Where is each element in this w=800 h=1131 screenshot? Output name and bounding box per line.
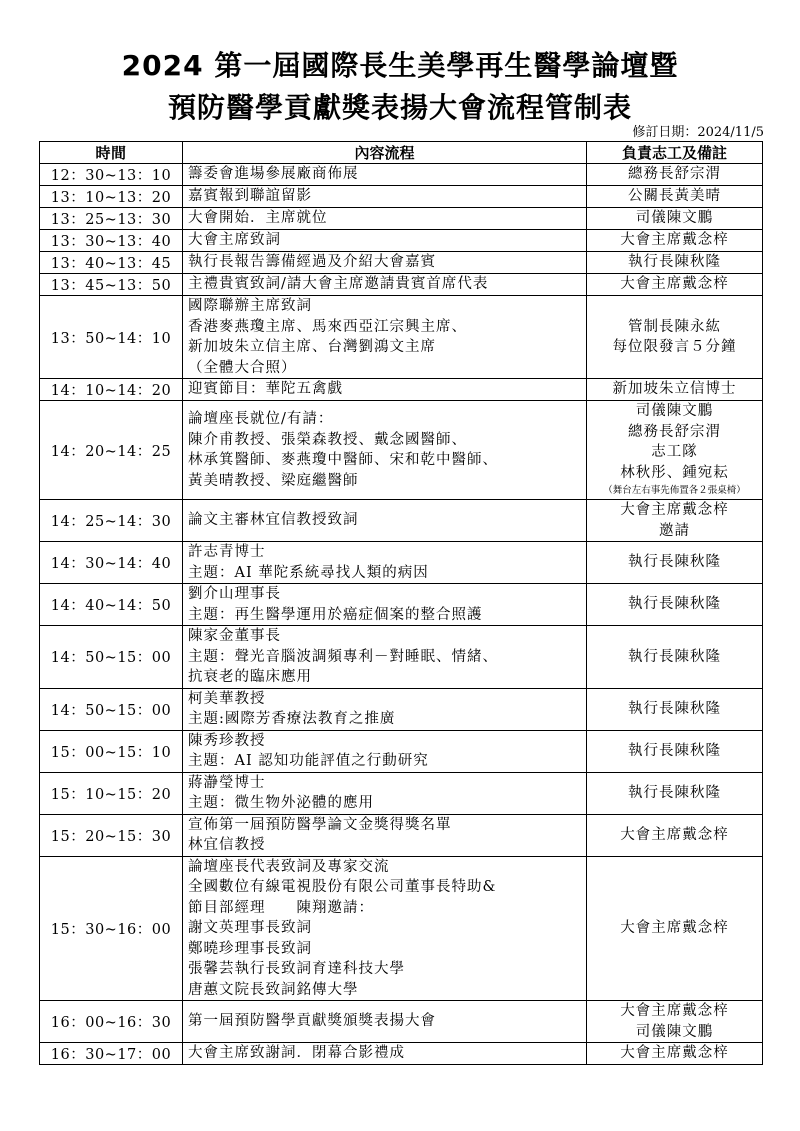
content-line: 宣佈第一屆預防醫學論文金獎得獎名單 [188,816,452,833]
content-cell [183,1001,587,1043]
content-cell [183,401,587,500]
staff-line: 大會主席戴念梓 [620,1045,729,1062]
staff-line: 執行長陳秋隆 [628,254,721,271]
content-cell [183,186,587,208]
content-line: 香港麥燕瓊主席、馬來西亞江宗興主席、 [188,318,467,335]
content-cell [183,296,587,379]
time-cell: 13：50~14：10 [40,296,183,379]
staff-cell [587,542,763,584]
content-line: 主題：AI 華陀系統尋找人類的病因 [188,564,429,581]
staff-cell [587,814,763,856]
time-cell: 13：10~13：20 [40,186,183,208]
staff-line: 司儀陳文鵬 [635,210,714,227]
staff-line: 志工隊 [651,444,698,460]
table-row [40,296,763,379]
staff-cell [587,584,763,626]
content-cell [183,584,587,626]
content-line: 許志青博士 [188,544,266,560]
table-row [40,626,763,689]
content-cell [183,772,587,814]
content-line: 主題:國際芳香療法教育之推廣 [188,711,396,727]
table-row [40,500,763,542]
content-line: 全國數位有線電視股份有限公司董事長特助& [188,879,497,895]
content-line: （全體大合照） [188,359,297,376]
time-cell: 16：30~17：00 [40,1043,183,1065]
content-cell [183,688,587,730]
table-row [40,1001,763,1043]
content-line: 陳秀珍教授 [188,732,266,749]
content-line: 柯美華教授 [188,690,266,707]
staff-cell [587,730,763,772]
content-line: 主題：聲光音腦波調頻專利－對睡眠、情緒、 [188,648,498,665]
table-row [40,772,763,814]
content-line: 主題：AI 認知功能評值之行動研究 [188,753,429,769]
time-cell: 14：25~14：30 [40,500,183,542]
content-cell [183,626,587,689]
staff-line: 執行長陳秋隆 [628,700,721,717]
staff-cell [587,379,763,401]
staff-line: 執行長陳秋隆 [628,554,721,571]
time-cell: 13：40~13：45 [40,252,183,274]
content-line: 籌委會進場參展廠商佈展 [188,166,359,183]
time-cell: 15：20~15：30 [40,814,183,856]
content-cell [183,274,587,296]
staff-cell [587,626,763,689]
document-title-line1: 2024 第一屆國際長生美學再生醫學論壇暨 [121,49,679,82]
content-line: 國際聯辦主席致詞 [188,298,312,314]
staff-line: 執行長陳秋隆 [628,742,721,759]
table-row [40,401,763,500]
content-line: 嘉賓報到聯誼留影 [188,188,312,205]
staff-line: 公關長黃美晴 [628,188,721,205]
table-row [40,730,763,772]
staff-line: 邀請 [659,522,690,539]
content-line: 節目部經理 陳翔邀請： [188,899,374,916]
staff-line: 執行長陳秋隆 [628,648,721,665]
document-title-line2: 預防醫學貢獻獎表揚大會流程管制表 [167,91,632,124]
content-line: 蔣瀞瑩博士 [188,774,266,791]
staff-line: 每位限發言５分鐘 [612,339,737,355]
staff-line: 大會主席戴念梓 [620,232,729,249]
content-line: 劉介山理事長 [188,586,281,602]
time-cell: 15：00~15：10 [40,730,183,772]
staff-line: 林秋彤、鍾宛耘 [620,464,729,481]
table-row [40,856,763,1001]
header-content: 內容流程 [183,142,587,164]
content-cell [183,379,587,401]
table-row [40,164,763,186]
staff-line: 執行長陳秋隆 [628,596,721,613]
staff-cell [587,164,763,186]
staff-cell [587,856,763,1001]
content-line: 鄭曉珍理事長致詞 [188,940,312,957]
time-cell: 15：10~15：20 [40,772,183,814]
table-header-row [40,142,763,164]
table-row [40,186,763,208]
content-cell [183,856,587,1001]
content-line: 陳介甫教授、張榮森教授、戴念國醫師、 [188,431,467,448]
table-row [40,814,763,856]
content-cell [183,208,587,230]
content-line: 林承箕醫師、麥燕瓊中醫師、宋和乾中醫師、 [188,452,498,468]
content-line: 論壇座長就位/有請： [188,411,334,427]
staff-cell [587,1001,763,1043]
table-row [40,1043,763,1065]
time-cell: 15：30~16：00 [40,856,183,1001]
content-line: 大會主席致詞 [188,232,281,249]
content-line: 新加坡朱立信主席、台灣劉鴻文主席 [188,339,436,355]
table-row [40,688,763,730]
content-line: 謝文英理事長致詞 [188,920,312,936]
content-cell [183,252,587,274]
time-cell: 13：45~13：50 [40,274,183,296]
content-cell [183,164,587,186]
time-cell: 14：50~15：00 [40,626,183,689]
revision-date: 修訂日期：2024/11/5 [632,125,764,140]
table-row [40,542,763,584]
staff-line: 大會主席戴念梓 [620,276,729,293]
header-time: 時間 [40,142,183,164]
staff-line: 管制長陳永紘 [628,318,721,335]
staff-line: 總務長舒宗渭 [628,166,721,183]
content-line: 論壇座長代表致詞及專家交流 [188,858,390,875]
staff-line: 大會主席戴念梓 [620,502,729,518]
staff-cell [587,274,763,296]
time-cell: 14：30~14：40 [40,542,183,584]
staff-cell [587,296,763,379]
content-cell [183,814,587,856]
staff-line: 司儀陳文鵬 [635,403,714,419]
content-line: 張馨芸執行長致詞育達科技大學 [188,961,405,977]
staff-line: 司儀陳文鵬 [635,1023,714,1040]
staff-line: 大會主席戴念梓 [620,1003,729,1019]
staff-line: 總務長舒宗渭 [628,423,721,440]
content-line: 大會開始．主席就位 [188,210,328,227]
content-line: 主題：微生物外泌體的應用 [188,795,374,811]
table-row [40,208,763,230]
table-row [40,252,763,274]
content-cell [183,542,587,584]
staff-cell [587,230,763,252]
staff-cell [587,688,763,730]
content-line: 執行長報告籌備經過及介紹大會嘉賓 [188,254,436,271]
time-cell: 16：00~16：30 [40,1001,183,1043]
time-cell: 14：10~14：20 [40,379,183,401]
staff-cell [587,186,763,208]
time-cell: 13：25~13：30 [40,208,183,230]
time-cell: 14：40~14：50 [40,584,183,626]
table-row [40,230,763,252]
content-cell [183,730,587,772]
time-cell: 14：20~14：25 [40,401,183,500]
staff-cell [587,500,763,542]
staff-note: （舞台左右事先佈置各２張桌椅） [603,485,746,496]
content-line: 抗衰老的臨床應用 [188,669,312,685]
staff-line: 大會主席戴念梓 [620,920,729,936]
staff-cell [587,208,763,230]
staff-line: 執行長陳秋隆 [628,784,721,801]
content-line: 第一屆預防醫學貢獻獎頒獎表揚大會 [188,1013,436,1030]
content-line: 迎賓節目：華陀五禽戲 [188,381,343,398]
table-row [40,274,763,296]
content-line: 黃美晴教授、梁庭繼醫師 [188,472,359,489]
content-line: 陳家金董事長 [188,628,281,644]
staff-cell [587,401,763,500]
content-line: 論文主審林宜信教授致詞 [188,512,359,529]
staff-line: 大會主席戴念梓 [620,826,729,843]
content-line: 大會主席致謝詞．閉幕合影禮成 [188,1045,405,1062]
staff-cell [587,1043,763,1065]
staff-cell [587,772,763,814]
header-staff: 負責志工及備註 [587,142,763,164]
time-cell: 13：30~13：40 [40,230,183,252]
table-row [40,584,763,626]
table-row [40,379,763,401]
content-line: 唐蕙文院長致詞銘傳大學 [188,981,359,998]
staff-cell [587,252,763,274]
content-cell [183,1043,587,1065]
content-line: 主題：再生醫學運用於癌症個案的整合照護 [188,606,483,623]
schedule-table [39,141,763,1065]
time-cell: 14：50~15：00 [40,688,183,730]
time-cell: 12：30~13：10 [40,164,183,186]
content-line: 林宜信教授 [188,837,266,853]
content-line: 主禮貴賓致詞/請大會主席邀請貴賓首席代表 [188,276,489,293]
content-cell [183,500,587,542]
content-cell [183,230,587,252]
staff-line: 新加坡朱立信博士 [612,381,737,398]
